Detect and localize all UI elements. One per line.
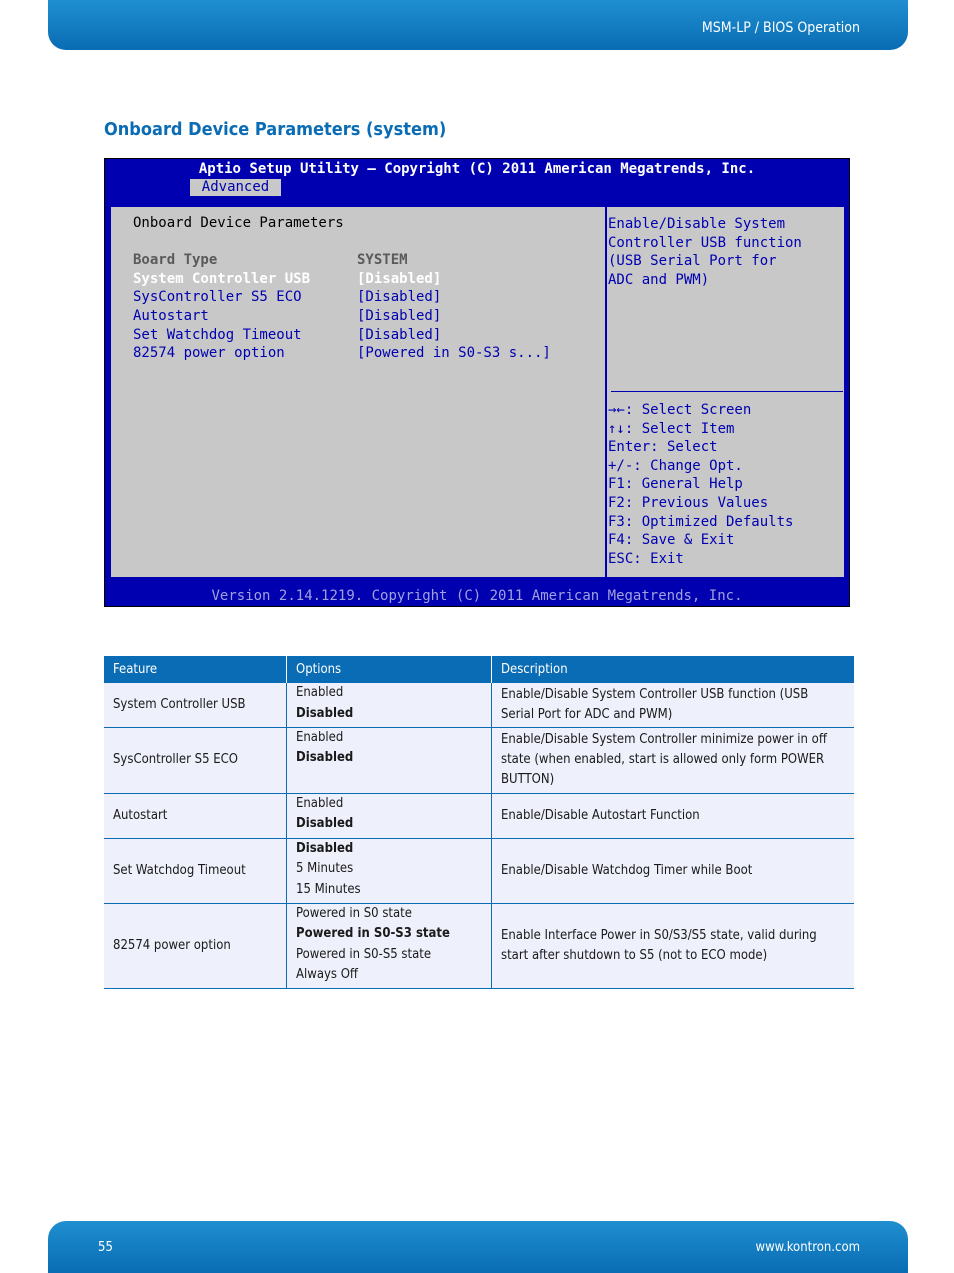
feature-cell: System Controller USB xyxy=(104,683,287,727)
bios-divider xyxy=(605,207,607,577)
bios-help-line: (USB Serial Port for xyxy=(608,253,777,270)
option-value: Always Off xyxy=(296,967,358,982)
bios-tab-advanced[interactable]: Advanced xyxy=(190,179,281,196)
option-value-default: Disabled xyxy=(296,816,354,831)
option-value: 5 Minutes xyxy=(296,861,354,876)
description-cell: Enable/Disable Autostart Function xyxy=(492,793,855,838)
bios-key-line: F2: Previous Values xyxy=(608,494,769,511)
bios-option-value[interactable]: [Disabled] xyxy=(357,308,442,324)
options-cell xyxy=(287,903,492,988)
option-value-default: Disabled xyxy=(296,705,354,721)
table-header-row xyxy=(104,656,854,683)
option-value: Powered in S0-S5 state xyxy=(296,946,432,962)
bios-title: Aptio Setup Utility – Copyright (C) 2011 American Megatrends, Inc. xyxy=(198,161,756,177)
table-row xyxy=(104,727,854,793)
bios-option-label[interactable]: SysController S5 ECO xyxy=(133,289,302,305)
options-cell xyxy=(287,793,492,838)
bios-help-line: ADC and PWM) xyxy=(608,271,710,288)
bios-option-value[interactable]: [Powered in S0-S3 s...] xyxy=(357,345,551,361)
bios-key-line: ↑↓: Select Item xyxy=(608,420,735,437)
bios-key-line: Enter: Select xyxy=(608,439,718,456)
options-cell xyxy=(287,727,492,793)
bios-key-legend xyxy=(608,401,793,568)
description-cell: Enable/Disable Watchdog Timer while Boot xyxy=(492,838,855,903)
bios-option-value[interactable]: [Disabled] xyxy=(357,327,442,343)
column-header-description: Description xyxy=(492,656,855,683)
option-value: Enabled xyxy=(296,729,344,745)
option-value-default: Powered in S0-S3 state xyxy=(296,926,450,941)
bios-help-line: Controller USB function xyxy=(608,234,802,251)
bios-key-line: →←: Select Screen xyxy=(608,402,752,418)
bios-option-label[interactable]: 82574 power option xyxy=(133,345,285,361)
website-link[interactable]: www.kontron.com xyxy=(755,1240,860,1255)
column-header-options: Options xyxy=(287,656,492,683)
option-value: Enabled xyxy=(296,795,344,811)
bios-key-line: F3: Optimized Defaults xyxy=(608,513,794,530)
bios-option-label[interactable]: Set Watchdog Timeout xyxy=(133,327,302,343)
table-row xyxy=(104,683,854,727)
bios-option-value[interactable]: [Disabled] xyxy=(357,289,442,305)
option-value: Enabled xyxy=(296,685,344,700)
header-title: MSM-LP / BIOS Operation xyxy=(701,20,860,36)
column-header-feature: Feature xyxy=(104,656,287,683)
bios-key-line: +/-: Change Opt. xyxy=(608,457,743,474)
feature-cell: SysController S5 ECO xyxy=(104,727,287,793)
option-value: Powered in S0 state xyxy=(296,905,412,921)
footer-bar xyxy=(48,1221,908,1273)
section-title: Onboard Device Parameters (system) xyxy=(104,119,447,140)
table-row xyxy=(104,793,854,838)
table-row xyxy=(104,838,854,903)
bios-option-label[interactable]: Autostart xyxy=(133,308,209,324)
page-number: 55 xyxy=(98,1240,113,1255)
bios-section-title: Onboard Device Parameters xyxy=(133,215,344,231)
feature-cell: Autostart xyxy=(104,793,287,838)
table-row xyxy=(104,903,854,988)
bios-option-label[interactable]: System Controller USB xyxy=(133,271,311,287)
option-value: 15 Minutes xyxy=(296,881,361,897)
option-value-default: Disabled xyxy=(296,750,354,765)
bios-help-text xyxy=(608,215,840,289)
bios-option-label: Board Type xyxy=(133,252,218,268)
bios-key-line: F4: Save & Exit xyxy=(608,532,735,549)
options-cell xyxy=(287,683,492,727)
option-value-default: Disabled xyxy=(296,840,354,856)
bios-key-line: ESC: Exit xyxy=(608,550,684,567)
bios-screenshot xyxy=(104,158,850,607)
bios-key-line: F1: General Help xyxy=(608,476,743,493)
bios-help-line: Enable/Disable System xyxy=(608,216,786,232)
bios-panel xyxy=(109,205,846,579)
description-cell: Enable/Disable System Controller minimize power in off state (when enabled, start is allowed only form POWER BUTTON) xyxy=(492,727,855,793)
options-cell xyxy=(287,838,492,903)
bios-option-value: SYSTEM xyxy=(357,252,408,268)
bios-help-separator xyxy=(611,391,843,392)
header-bar xyxy=(48,0,908,50)
feature-table xyxy=(104,656,854,989)
bios-option-value[interactable]: [Disabled] xyxy=(357,271,442,287)
description-cell: Enable/Disable System Controller USB function (USB Serial Port for ADC and PWM) xyxy=(492,683,855,727)
feature-cell: 82574 power option xyxy=(104,903,287,988)
feature-cell: Set Watchdog Timeout xyxy=(104,838,287,903)
description-cell: Enable Interface Power in S0/S3/S5 state, valid during start after shutdown to S5 (not to ECO mode) xyxy=(492,903,855,988)
bios-version: Version 2.14.1219. Copyright (C) 2011 American Megatrends, Inc. xyxy=(211,588,743,604)
